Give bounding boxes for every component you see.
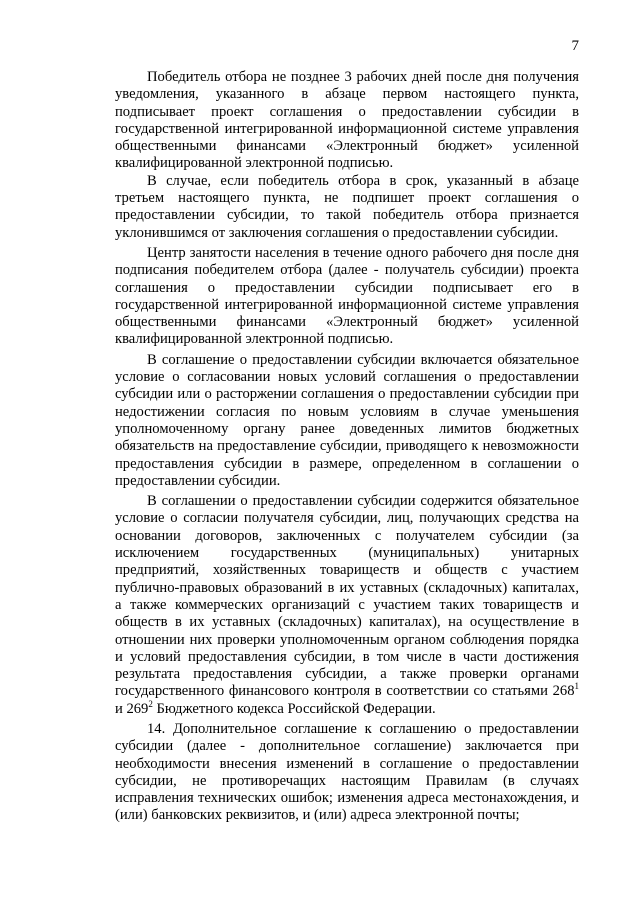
page-number: 7 [571,38,579,54]
paragraph-3: Центр занятости населения в течение одного рабочего дня после дня подписания победителем отбора (далее - получатель субсидии) проекта соглашения о предоставлении субсидии подписывает его в государственной интегрированной информационной системе управления общественными финансами «Электронный бюджет» усиленной квалифицированной электронной подписью. [115,244,579,348]
paragraph-5-text: В соглашении о предоставлении субсидии содержится обязательное условие о согласии получателя субсидии, лиц, получающих средства на основании договоров, заключенных с получателем субсидии (за исключением государственных (муниципальных) унитарных предприятий, хозяйственных товариществ и обществ с участием публично-правовых образований в их уставных (складочных) капиталах, а также коммерческих организаций с участием таких товариществ и обществ в их уставных (складочных) капиталах), на осуществление в отношении них проверки уполномоченным органом соблюдения порядка и условий предоставления субсидии, в том числе в части достижения результата предоставления субсидии, а также проверки органами государственного финансового контроля в соответствии со статьями 268 [115,493,579,700]
paragraph-4: В соглашение о предоставлении субсидии включается обязательное условие о согласовании новых условий соглашения о предоставлении субсидии или о расторжении соглашения о предоставлении субсидии при недостижении согласия по новым условиям в случае уменьшения уполномоченному органу ранее доведенных лимитов бюджетных обязательств на предоставление субсидии, приводящего к невозможности предоставления субсидии в размере, определенном в соглашении о предоставлении субсидии. [115,351,579,489]
paragraph-2: В случае, если победитель отбора в срок, указанный в абзаце третьем настоящего пункта, не подпишет проект соглашения о предоставлении субсидии, то такой победитель отбора признается уклонившимся от заключения соглашения о предоставлении субсидии. [115,172,579,241]
paragraph-5-text-end: Бюджетного кодекса Российской Федерации. [152,700,436,717]
document-body [115,69,579,825]
paragraph-1: Победитель отбора не позднее 3 рабочих дней после дня получения уведомления, указанного в абзаце первом настоящего пункта, подписывает проект соглашения о предоставлении субсидии в государственной интегрированной информационной системе управления общественными финансами «Электронный бюджет» усиленной квалифицированной электронной подписью. [115,69,579,172]
paragraph-5 [115,493,579,718]
footnote-mark-1: 1 [574,681,579,692]
paragraph-5-text-mid: и 269 [115,700,149,717]
footnote-mark-2: 2 [148,698,153,709]
paragraph-6: 14. Дополнительное соглашение к соглашению о предоставлении субсидии (далее - дополнительное соглашение) заключается при необходимости внесения изменений в соглашение о предоставлении субсидии, не противоречащих настоящим Правилам (в случаях исправления технических ошибок; изменения адреса местонахождения, и (или) банковских реквизитов, и (или) адреса электронной почты; [115,720,579,824]
